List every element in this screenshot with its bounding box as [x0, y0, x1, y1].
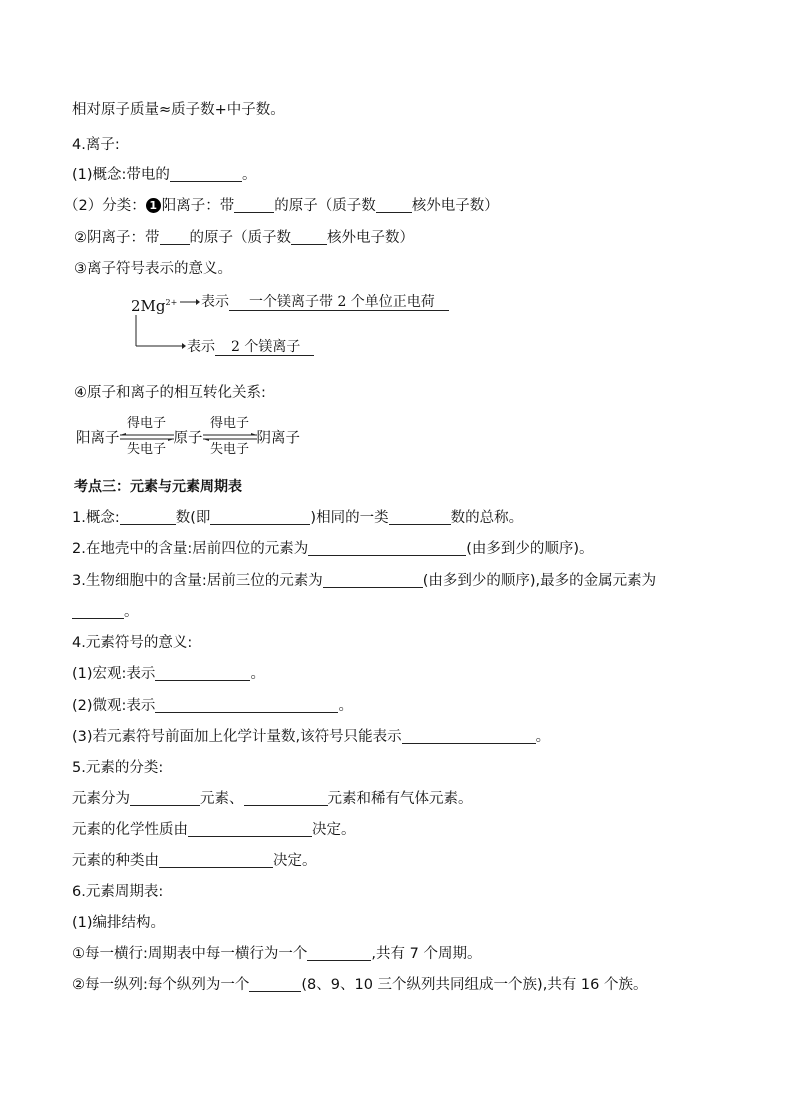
line-text: 元素、	[200, 791, 244, 807]
line-text: 5.元素的分类:	[72, 760, 164, 776]
blank	[402, 728, 536, 744]
meaning-row-1	[201, 292, 449, 312]
blank	[389, 509, 451, 525]
line-text: (1)编排结构。	[72, 915, 166, 931]
line-text: 6.元素周期表:	[72, 884, 164, 900]
line-text: (3)若元素符号前面加上化学计量数,该符号只能表示	[72, 729, 402, 745]
blank	[323, 572, 423, 588]
gain-electron-label: 得电子	[126, 416, 166, 431]
text-line	[72, 633, 192, 653]
line-text: 。	[241, 167, 257, 183]
line-text: 的总称。	[465, 510, 524, 526]
ion-symbol-base: 2Mg	[131, 297, 166, 315]
meaning-text: 一个镁离子带 2 个单位正电荷	[229, 294, 449, 311]
conversion-arrow	[120, 416, 174, 458]
line-text: 核外电子数）	[411, 198, 499, 214]
line-text: )相同的一类	[310, 510, 389, 526]
line-text: (1)宏观:表示	[72, 666, 156, 682]
line-text: 的原子（质子数	[189, 230, 291, 246]
text-line	[72, 571, 656, 591]
gain-electron-label: 得电子	[209, 416, 249, 431]
text-line	[72, 882, 163, 902]
blank	[155, 665, 250, 681]
double-arrow-icon	[203, 433, 257, 441]
text-line	[74, 383, 266, 403]
meaning-row-2	[187, 337, 314, 357]
circled-number-icon: 1	[146, 198, 161, 213]
text-line	[72, 820, 356, 840]
line-text: ②每一纵列:每个纵列为一个	[72, 977, 250, 993]
text-line	[72, 664, 265, 684]
blank	[307, 945, 371, 961]
line-text: 2.在地壳中的含量:居前四位的元素为	[72, 541, 309, 557]
line-text: 3.生物细胞中的含量:居前三位的元素为	[72, 573, 323, 589]
blank	[72, 603, 124, 619]
anion-label: 阴离子	[256, 430, 300, 447]
line-text: (由多到少的顺序),最多的金属元素为	[422, 573, 657, 589]
blank	[234, 197, 274, 213]
blank	[210, 509, 310, 525]
line-text: (8、9、10 三个纵列共同组成一个族),共有 16 个族。	[301, 977, 648, 993]
line-text: 。	[535, 729, 551, 745]
line-text: 4.离子:	[72, 137, 120, 153]
ion-charge: 2+	[165, 298, 178, 307]
blank	[159, 852, 273, 868]
line-text: 阳离子：带	[161, 198, 235, 214]
line-text: 数	[450, 510, 466, 526]
text-line	[72, 789, 473, 809]
text-line	[64, 196, 499, 216]
text-line	[72, 602, 139, 622]
line-text: 。	[124, 604, 139, 620]
text-line	[72, 508, 523, 528]
line-text: ,共有 7 个周期。	[371, 946, 482, 962]
lose-electron-label: 失电子	[209, 442, 249, 457]
meaning-label: 表示	[187, 339, 215, 355]
line-text: 的原子（质子数	[274, 198, 376, 214]
line-text: 元素分为	[72, 791, 130, 807]
conversion-arrow	[203, 416, 257, 458]
text-line	[72, 975, 648, 995]
double-arrow-icon	[120, 433, 174, 441]
text-line	[72, 944, 481, 964]
blank	[155, 697, 338, 713]
line-text: (1)概念:带电的	[72, 167, 170, 183]
text-line	[74, 228, 414, 248]
blank	[376, 197, 412, 213]
line-text: 相对原子质量≈质子数+中子数。	[72, 102, 285, 118]
blank	[249, 976, 301, 992]
line-text: （2）分类：	[64, 198, 146, 214]
line-text: ④原子和离子的相互转化关系:	[74, 385, 266, 401]
text-line	[72, 100, 285, 120]
text-line	[72, 165, 256, 185]
section-heading	[74, 477, 242, 497]
line-text: ②阴离子：带	[74, 230, 160, 246]
text-line	[72, 851, 317, 871]
line-text: (2)微观:表示	[72, 698, 156, 714]
line-text: 。	[250, 666, 265, 682]
blank	[291, 229, 327, 245]
blank	[308, 540, 466, 556]
text-line	[72, 135, 120, 155]
text-line	[72, 758, 163, 778]
line-text: 决定。	[273, 853, 317, 869]
text-line	[74, 259, 232, 279]
line-text: 1.概念:	[72, 510, 120, 526]
line-text: ①每一横行:周期表中每一横行为一个	[72, 946, 308, 962]
text-line	[72, 913, 165, 933]
blank	[120, 509, 176, 525]
text-line	[72, 696, 353, 716]
line-text: 元素的化学性质由	[72, 822, 188, 838]
blank	[160, 229, 190, 245]
text-line	[72, 727, 550, 747]
meaning-text: 2 个镁离子	[215, 339, 314, 356]
conversion-diagram	[76, 416, 300, 458]
blank	[188, 821, 312, 837]
blank	[130, 790, 200, 806]
line-text: 。	[338, 698, 353, 714]
text-line	[72, 539, 594, 559]
meaning-label: 表示	[201, 294, 229, 310]
atom-label: 原子	[173, 430, 203, 447]
line-text: 4.元素符号的意义:	[72, 635, 193, 651]
line-text: 核外电子数）	[327, 230, 414, 246]
heading-text: 考点三：元素与元素周期表	[74, 479, 242, 495]
line-text: 元素的种类由	[72, 853, 159, 869]
line-text: 元素和稀有气体元素。	[327, 791, 473, 807]
blank	[244, 790, 328, 806]
line-text: 数(即	[175, 510, 211, 526]
line-text: (由多到少的顺序)。	[466, 541, 594, 557]
line-text: 决定。	[312, 822, 356, 838]
lose-electron-label: 失电子	[126, 442, 166, 457]
cation-label: 阳离子	[76, 430, 120, 447]
blank	[170, 166, 242, 182]
line-text: ③离子符号表示的意义。	[74, 261, 232, 277]
